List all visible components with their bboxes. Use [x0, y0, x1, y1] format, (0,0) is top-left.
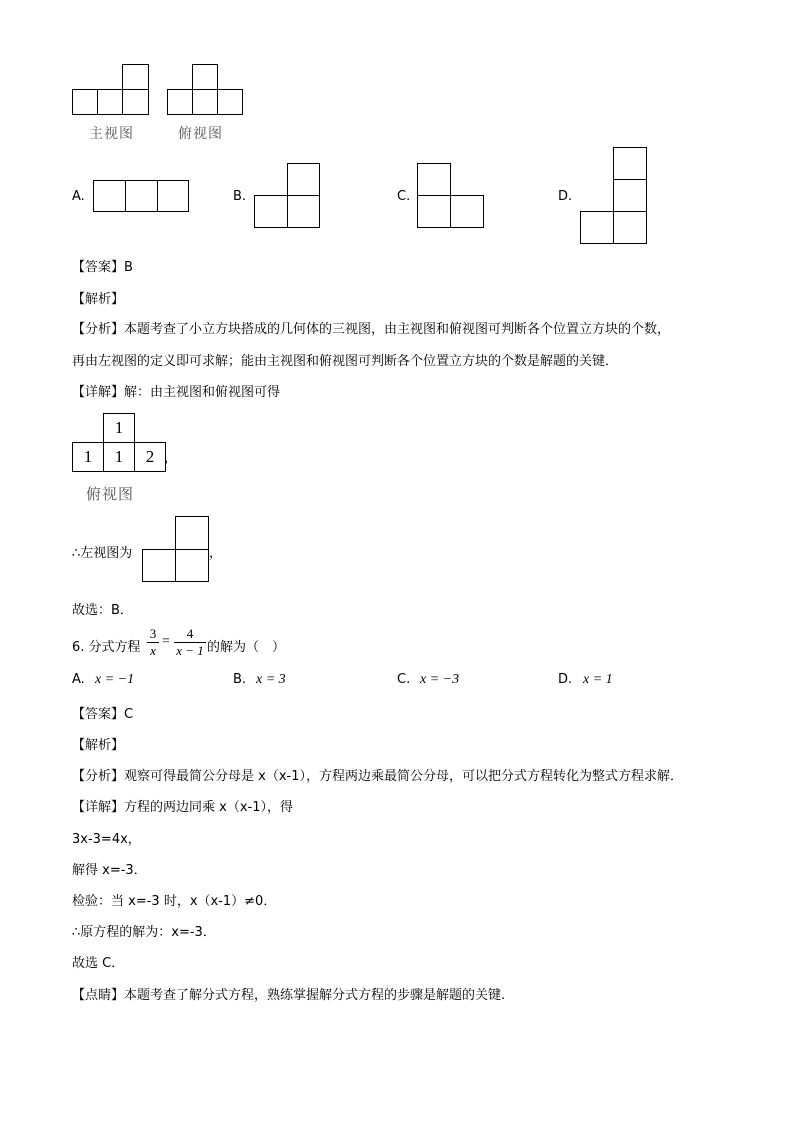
option-b-cell — [254, 195, 288, 228]
left-view-prefix: ∴左视图为 — [72, 546, 133, 561]
q5-analysis-line-2: 再由左视图的定义即可求解；能由主视图和俯视图可判断各个位置立方块的个数是解题的关键． — [72, 354, 619, 369]
q5-detail: 【详解】解：由主视图和俯视图可得 — [72, 385, 281, 400]
option-a-cell — [125, 180, 158, 212]
option-a-label: A. — [72, 189, 85, 204]
q6-fraction-1 — [147, 627, 159, 658]
fraction-2-numerator: 4 — [186, 626, 194, 641]
front-view-cell — [72, 89, 98, 115]
q6-analysis: 【分析】观察可得最简公分母是 x（x-1），方程两边乘最简公分母，可以把分式方程转化为整式方程求解． — [72, 769, 683, 784]
option-c-cell — [417, 195, 451, 228]
left-view-cell — [175, 549, 209, 582]
q6-choose: 故选 C． — [72, 956, 125, 971]
option-c-cell — [417, 163, 451, 196]
q6-option-b-expr: x = 3 — [256, 672, 286, 687]
front-view-cell — [97, 89, 123, 115]
left-view-cell — [175, 516, 209, 550]
q6-option-a-label: A. — [72, 672, 85, 687]
option-a-cell — [93, 180, 126, 212]
q6-option-a-expr: x = −1 — [95, 672, 135, 687]
top-view-cell — [167, 89, 193, 115]
grid-comma: ， — [164, 451, 178, 466]
fraction-1-denominator: x — [150, 643, 156, 658]
option-a-cell — [157, 180, 189, 212]
top-view-cell — [192, 89, 218, 115]
option-c-label: C. — [397, 189, 411, 204]
option-b-cell — [287, 195, 320, 228]
q5-analysis-header: 【解析】 — [72, 292, 125, 307]
top-view-caption: 俯视图 — [178, 126, 223, 142]
q6-check: 检验：当 x=-3 时，x（x-1）≠0． — [72, 894, 277, 909]
q6-analysis-header: 【解析】 — [72, 738, 125, 753]
q6-step-2: 解得 x=-3． — [72, 863, 147, 878]
fraction-2-denominator: x − 1 — [176, 643, 204, 658]
q6-conclusion: ∴原方程的解为：x=-3． — [72, 925, 216, 940]
q6-option-c-label: C. — [397, 672, 411, 687]
fraction-1-numerator: 3 — [149, 626, 157, 641]
q6-answer: 【答案】C — [72, 707, 134, 722]
option-d-label: D. — [558, 189, 573, 204]
left-view-cell — [142, 549, 176, 582]
front-view-cell — [122, 64, 149, 90]
q6-option-b-label: B. — [233, 672, 247, 687]
option-d-cell — [613, 147, 647, 180]
q6-equals: = — [162, 634, 170, 649]
q6-comment: 【点睛】本题考查了解分式方程，熟练掌握解分式方程的步骤是解题的关键. — [72, 988, 506, 1003]
q5-analysis-line-1: 【分析】本题考查了小立方块搭成的几何体的三视图，由主视图和俯视图可判断各个位置立方块的个数， — [72, 322, 671, 337]
grid-cell-bottom-right: 2 — [134, 442, 166, 472]
top-view-cell — [217, 89, 243, 115]
q6-stem-suffix: 的解为（ ） — [207, 640, 286, 655]
q6-detail: 【详解】方程的两边同乘 x（x-1），得 — [72, 800, 293, 815]
top-view-cell — [192, 64, 218, 90]
grid-cell-bottom-left: 1 — [72, 442, 104, 472]
q6-step-1: 3x-3=4x， — [72, 832, 141, 847]
front-view-caption: 主视图 — [89, 126, 134, 142]
option-d-cell — [613, 211, 647, 244]
option-d-cell — [580, 211, 614, 244]
q6-option-c-expr: x = −3 — [420, 672, 460, 687]
option-c-cell — [450, 195, 484, 228]
left-view-suffix: ， — [209, 546, 223, 561]
option-b-cell — [287, 163, 320, 196]
q6-stem-prefix: 6. 分式方程 — [72, 640, 141, 655]
q6-fraction-2 — [174, 627, 206, 658]
q5-answer: 【答案】B — [72, 260, 133, 275]
grid-cell-top: 1 — [103, 413, 135, 443]
grid-caption: 俯视图 — [86, 485, 135, 503]
option-b-label: B. — [233, 189, 247, 204]
option-d-cell — [613, 179, 647, 212]
q6-option-d-label: D. — [558, 672, 573, 687]
q6-option-d-expr: x = 1 — [583, 672, 613, 687]
q5-choose: 故选：B． — [72, 603, 133, 618]
front-view-cell — [122, 89, 149, 115]
grid-cell-bottom-mid: 1 — [103, 442, 135, 472]
